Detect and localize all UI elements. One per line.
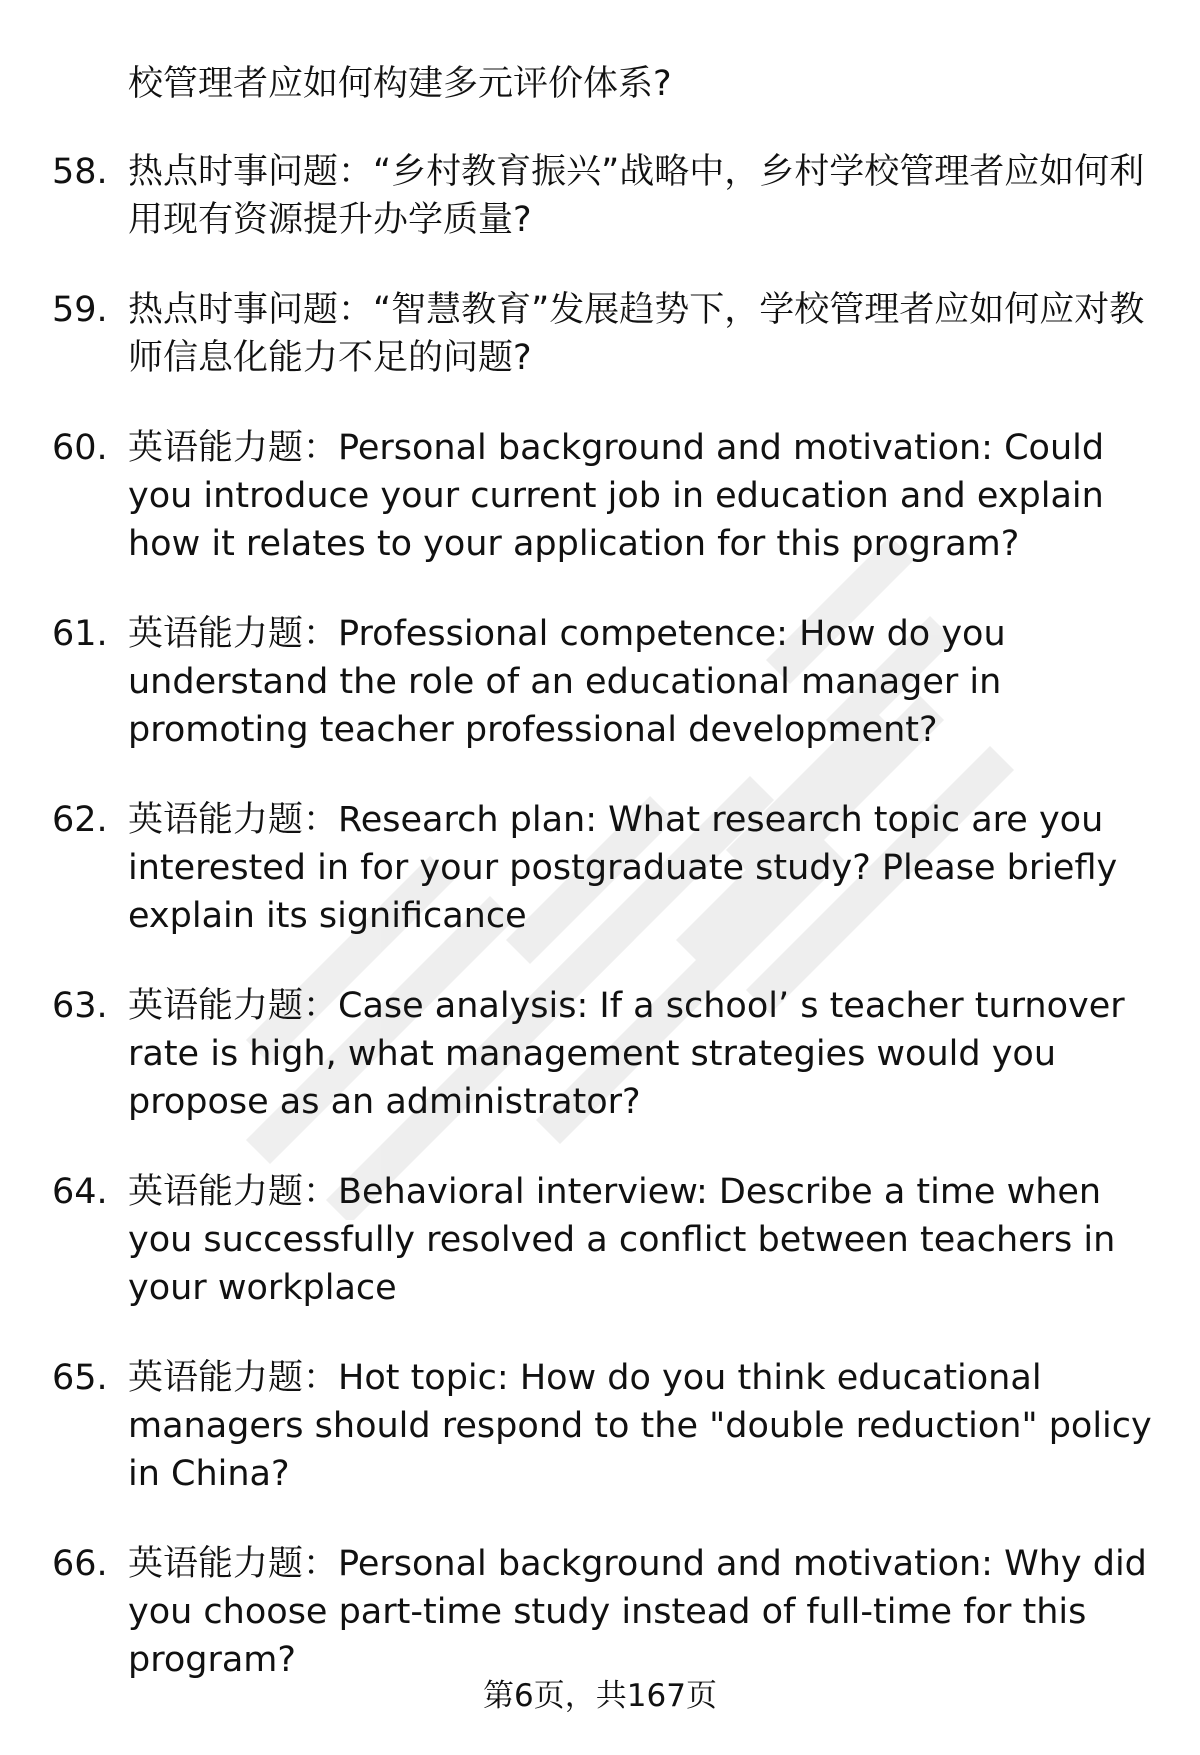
item-text: 英语能力题：Personal background and motivation: Could you introduce your current job in education and explain how it relates to your application for this program? xyxy=(128,428,1105,564)
list-item xyxy=(52,610,1152,754)
list-item xyxy=(52,1354,1152,1498)
item-text: 英语能力题：Hot topic: How do you think educational managers should respond to the "double reduction" policy in China? xyxy=(128,1358,1152,1494)
item-text: 英语能力题：Behavioral interview: Describe a time when you successfully resolved a conflict between teachers in your workplace xyxy=(128,1172,1116,1308)
item-text: 热点时事问题：“乡村教育振兴”战略中，乡村学校管理者应如何利用现有资源提升办学质量? xyxy=(128,152,1145,240)
item-number: 65. xyxy=(52,1358,108,1398)
item-number: 62. xyxy=(52,800,108,840)
list-item xyxy=(52,424,1152,568)
item-text: 英语能力题：Research plan: What research topic are you interested in for your postgraduate study? Please briefly explain its significance xyxy=(128,800,1118,936)
list-item xyxy=(52,982,1152,1126)
item-number: 66. xyxy=(52,1544,108,1584)
list-item xyxy=(52,60,1152,108)
list-item xyxy=(52,1540,1152,1684)
list-item xyxy=(52,1168,1152,1312)
page-number-footer: 第6页，共167页 xyxy=(483,1678,717,1714)
item-number: 59. xyxy=(52,290,108,330)
item-text: 热点时事问题：“智慧教育”发展趋势下，学校管理者应如何应对教师信息化能力不足的问题? xyxy=(128,290,1145,378)
item-text: 英语能力题：Professional competence: How do you understand the role of an educational manager in promoting teacher professional development? xyxy=(128,614,1006,750)
question-list xyxy=(52,60,1152,1726)
list-item xyxy=(52,148,1152,244)
list-item xyxy=(52,796,1152,940)
item-text: 英语能力题：Personal background and motivation: Why did you choose part-time study instead of full-time for this program? xyxy=(128,1544,1147,1680)
item-number: 63. xyxy=(52,986,108,1026)
item-number: 58. xyxy=(52,152,108,192)
list-item xyxy=(52,286,1152,382)
item-text: 校管理者应如何构建多元评价体系? xyxy=(128,64,672,104)
item-number: 61. xyxy=(52,614,108,654)
item-number: 60. xyxy=(52,428,108,468)
item-number: 64. xyxy=(52,1172,108,1212)
item-text: 英语能力题：Case analysis: If a school’ s teacher turnover rate is high, what management strategies would you propose as an administrator? xyxy=(128,986,1125,1122)
